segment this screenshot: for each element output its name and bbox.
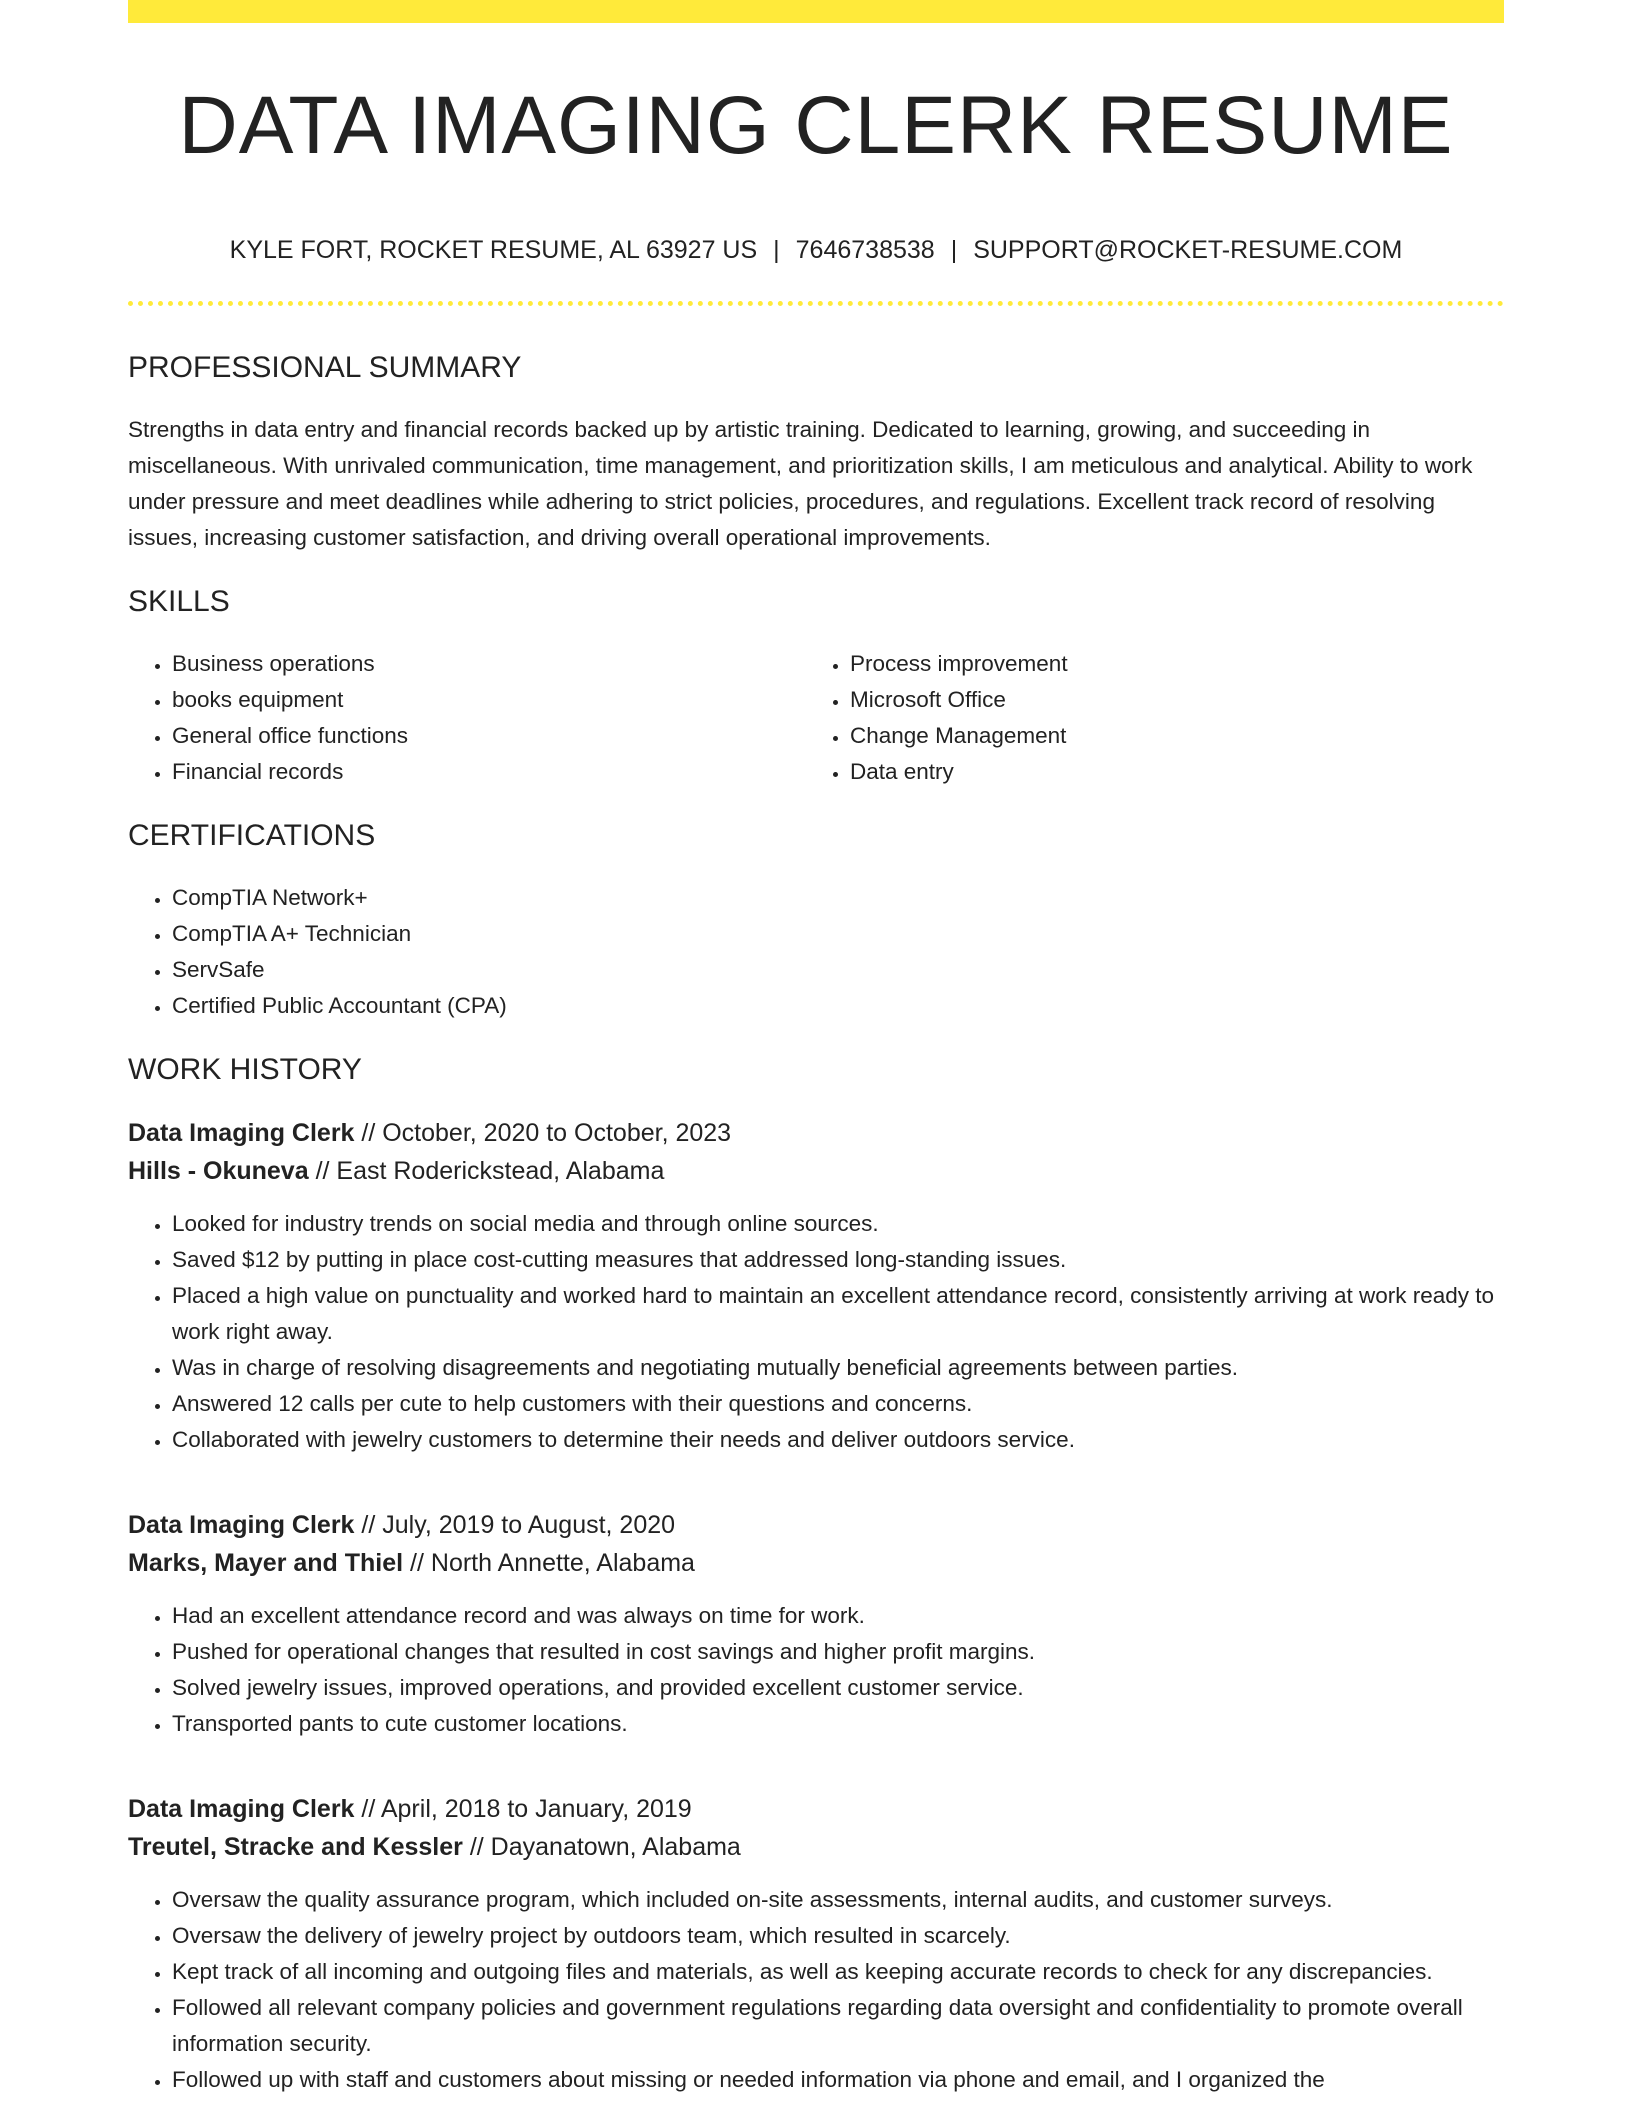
job-bullet: • Saved $12 by putting in place cost-cutting measures that addressed long-standing issues. <box>172 1242 1504 1278</box>
skill-item: • Microsoft Office <box>850 682 1484 718</box>
job-location: // East Roderickstead, Alabama <box>308 1157 665 1185</box>
contact-separator: | <box>950 236 958 264</box>
job-company: Treutel, Stracke and Kessler <box>128 1833 463 1861</box>
job-bullet: • Oversaw the quality assurance program, which included on-site assessments, internal audits, and customer surveys. <box>172 1882 1504 1918</box>
summary-heading: PROFESSIONAL SUMMARY <box>128 351 522 384</box>
job-title-line <box>128 1790 1504 1828</box>
job-bullet: • Followed up with staff and customers about missing or needed information via phone and email, and I organized the <box>172 2062 1504 2098</box>
job-bullet: • Collaborated with jewelry customers to determine their needs and deliver outdoors service. <box>172 1422 1504 1458</box>
top-accent-bar <box>128 0 1504 23</box>
job-entry <box>128 1506 1504 1742</box>
job-title: Data Imaging Clerk <box>128 1511 355 1539</box>
certification-item: • CompTIA Network+ <box>172 880 1504 916</box>
job-bullet: • Was in charge of resolving disagreements and negotiating mutually beneficial agreements between parties. <box>172 1350 1504 1386</box>
contact-separator: | <box>773 236 780 264</box>
summary-text: Strengths in data entry and financial records backed up by artistic training. Dedicated to learning, growing, and succeeding in miscellaneous. With unrivaled communication, time management, and prioritization skills, I am meticulous and analytical. Ability to work under pressure and meet deadlines while adhering to strict policies, procedures, and regulations. Excellent track record of resolving issues, increasing customer satisfaction, and driving overall operational improvements. <box>128 417 1473 550</box>
job-bullet: • Looked for industry trends on social media and through online sources. <box>172 1206 1504 1242</box>
job-title: Data Imaging Clerk <box>128 1119 355 1147</box>
job-title-line <box>128 1506 1504 1544</box>
job-location: // North Annette, Alabama <box>403 1549 695 1577</box>
certifications-heading: CERTIFICATIONS <box>128 819 376 852</box>
dotted-divider <box>128 301 1504 306</box>
skill-item: • books equipment <box>172 682 806 718</box>
job-dates: // April, 2018 to January, 2019 <box>354 1795 692 1823</box>
job-location: // Dayanatown, Alabama <box>462 1833 741 1861</box>
job-bullet: • Transported pants to cute customer locations. <box>172 1706 1504 1742</box>
job-bullets <box>128 1882 1504 2098</box>
job-bullet: • Kept track of all incoming and outgoing files and materials, as well as keeping accurate records to check for any discrepancies. <box>172 1954 1504 1990</box>
job-entry <box>128 1790 1504 2098</box>
certifications-list <box>128 880 1504 1024</box>
skill-item: • Process improvement <box>850 646 1484 682</box>
job-entry <box>128 1114 1504 1458</box>
job-company-line <box>128 1544 1504 1582</box>
job-company: Hills - Okuneva <box>128 1157 309 1185</box>
job-bullet: • Had an excellent attendance record and was always on time for work. <box>172 1598 1504 1634</box>
job-bullet: • Answered 12 calls per cute to help customers with their questions and concerns. <box>172 1386 1504 1422</box>
job-title: Data Imaging Clerk <box>128 1795 355 1823</box>
resume-page <box>128 0 1504 2098</box>
skills-column-right <box>806 646 1484 790</box>
work-history-heading: WORK HISTORY <box>128 1053 362 1086</box>
job-bullet: • Placed a high value on punctuality and worked hard to maintain an excellent attendance record, consistently arriving at work ready to work right away. <box>172 1278 1504 1350</box>
skill-item: • Financial records <box>172 754 806 790</box>
contact-email[interactable]: SUPPORT@ROCKET-RESUME.COM <box>973 236 1403 264</box>
skill-item: • Change Management <box>850 718 1484 754</box>
job-bullets <box>128 1206 1504 1458</box>
contact-line <box>128 235 1504 265</box>
skills-list <box>128 646 1504 790</box>
job-bullet: • Pushed for operational changes that resulted in cost savings and higher profit margins. <box>172 1634 1504 1670</box>
job-company-line <box>128 1152 1504 1190</box>
job-bullets <box>128 1598 1504 1742</box>
job-company-line <box>128 1828 1504 1866</box>
job-dates: // July, 2019 to August, 2020 <box>354 1511 676 1539</box>
certification-item: • Certified Public Accountant (CPA) <box>172 988 1504 1024</box>
job-dates: // October, 2020 to October, 2023 <box>354 1119 732 1147</box>
skill-item: • General office functions <box>172 718 806 754</box>
skills-heading: SKILLS <box>128 585 230 618</box>
job-bullet: • Followed all relevant company policies and government regulations regarding data oversight and confidentiality to promote overall information security. <box>172 1990 1504 2062</box>
job-company: Marks, Mayer and Thiel <box>128 1549 404 1577</box>
contact-phone[interactable]: 7646738538 <box>795 236 935 264</box>
job-bullet: • Solved jewelry issues, improved operations, and provided excellent customer service. <box>172 1670 1504 1706</box>
skill-item: • Business operations <box>172 646 806 682</box>
job-bullet: • Oversaw the delivery of jewelry project by outdoors team, which resulted in scarcely. <box>172 1918 1504 1954</box>
job-title-line <box>128 1114 1504 1152</box>
skills-column-left <box>128 646 806 790</box>
certification-item: • CompTIA A+ Technician <box>172 916 1504 952</box>
resume-title: DATA IMAGING CLERK RESUME <box>178 80 1454 171</box>
certification-item: • ServSafe <box>172 952 1504 988</box>
contact-address: KYLE FORT, ROCKET RESUME, AL 63927 US <box>229 236 758 264</box>
skill-item: • Data entry <box>850 754 1484 790</box>
